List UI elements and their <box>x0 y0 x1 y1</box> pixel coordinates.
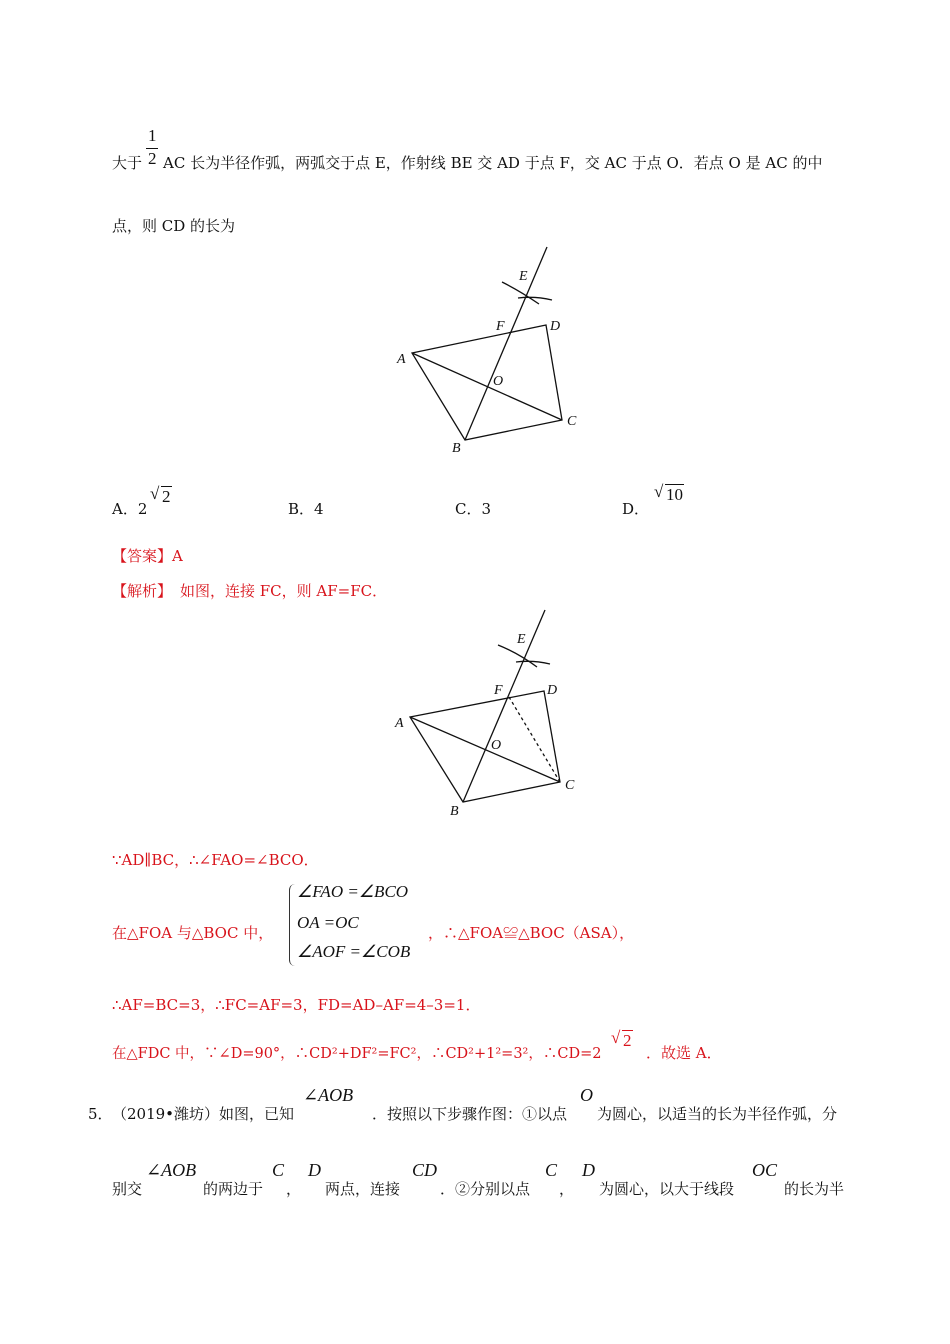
solution-line2-pre: 在△FOA 与△BOC 中， <box>112 924 274 942</box>
problem5-comma1: ， <box>286 1180 302 1198</box>
math-c: C <box>272 1160 285 1180</box>
problem5-text2: 为圆心，以适当的长为半径作弧，分 <box>597 1105 838 1123</box>
label-c: C <box>567 414 577 429</box>
radicand-2: 2 <box>162 487 171 506</box>
math-angle-aob: ∠AOB <box>303 1085 354 1105</box>
math-oc: OC <box>752 1160 778 1180</box>
analysis-label: 【解析】 <box>112 582 173 600</box>
math-o: O <box>580 1085 593 1105</box>
system-eq1: ∠FAO =∠BCO <box>297 882 409 901</box>
problem4-line1-rest: AC 长为半径作弧，两弧交于点 E，作射线 BE 交 AD 于点 F，交 AC 于点 O．若点 O 是 AC 的中 <box>163 154 823 172</box>
problem5-text4: 的两边于 <box>203 1180 264 1198</box>
solution-line1: ∵AD∥BC，∴∠FAO=∠BCO． <box>112 851 319 869</box>
problem4-line2: 点，则 CD 的长为 <box>112 217 236 235</box>
problem5-text1: ．按照以下步骤作图：①以点 <box>372 1105 568 1123</box>
label-d: D <box>550 319 561 334</box>
option-d: D． <box>622 500 650 518</box>
label-a: A <box>395 716 404 731</box>
fraction-numerator: 1 <box>148 126 157 145</box>
label-e: E <box>517 632 526 647</box>
radical-sign: √ <box>654 482 664 501</box>
solution-line4-post: ．故选 A． <box>646 1044 722 1062</box>
option-c: C．3 <box>455 500 492 518</box>
label-e: E <box>519 269 528 284</box>
label-b: B <box>452 441 461 456</box>
system-brace <box>289 884 296 966</box>
solution-line4-pre: 在△FDC 中，∵∠D=90°，∴CD²+DF²=FC²，∴CD²+1²=3²，∴CD=2 <box>112 1046 602 1062</box>
label-o: O <box>491 738 502 753</box>
math-angle-aob-2: ∠AOB <box>146 1160 197 1180</box>
problem5-text5: 两点，连接 <box>325 1180 401 1198</box>
problem5-comma2: ， <box>559 1180 575 1198</box>
problem5-text6: ．②分别以点 <box>440 1180 531 1198</box>
radicand-10: 10 <box>666 485 683 504</box>
radical-sign: √ <box>611 1028 621 1047</box>
problem5-text8: 的长为半 <box>784 1180 845 1198</box>
problem5-source: （2019•潍坊）如图，已知 <box>112 1105 295 1123</box>
solution-line2-post: ，∴△FOA≌△BOC（ASA）， <box>428 924 635 942</box>
label-c: C <box>565 778 575 793</box>
label-f: F <box>494 683 503 698</box>
label-b: B <box>450 804 459 819</box>
label-f: F <box>496 319 505 334</box>
radicand-2: 2 <box>623 1031 632 1050</box>
fraction-denominator: 2 <box>148 149 157 168</box>
option-b: B．4 <box>288 500 324 518</box>
math-c-2: C <box>545 1160 558 1180</box>
answer-label: 【答案】A <box>112 547 183 565</box>
math-cd: CD <box>412 1160 438 1180</box>
system-eq3: ∠AOF =∠COB <box>297 942 411 961</box>
analysis-text: 如图，连接 FC，则 AF=FC． <box>180 582 388 600</box>
system-eq2: OA =OC <box>297 913 359 932</box>
problem5-number: 5． <box>88 1105 113 1123</box>
math-d-2: D <box>582 1160 595 1180</box>
option-a: A．2 <box>112 500 148 518</box>
problem5-text7: 为圆心，以大于线段 <box>599 1180 735 1198</box>
radical-sign: √ <box>150 484 160 503</box>
math-d: D <box>308 1160 321 1180</box>
problem5-text3: 别交 <box>112 1180 143 1198</box>
label-o: O <box>493 374 504 389</box>
label-a: A <box>397 352 406 367</box>
problem4-line1-prefix: 大于 <box>112 154 143 172</box>
solution-line3: ∴AF=BC=3，∴FC=AF=3，FD=AD–AF=4–3=1． <box>112 996 481 1014</box>
label-d: D <box>547 683 558 698</box>
